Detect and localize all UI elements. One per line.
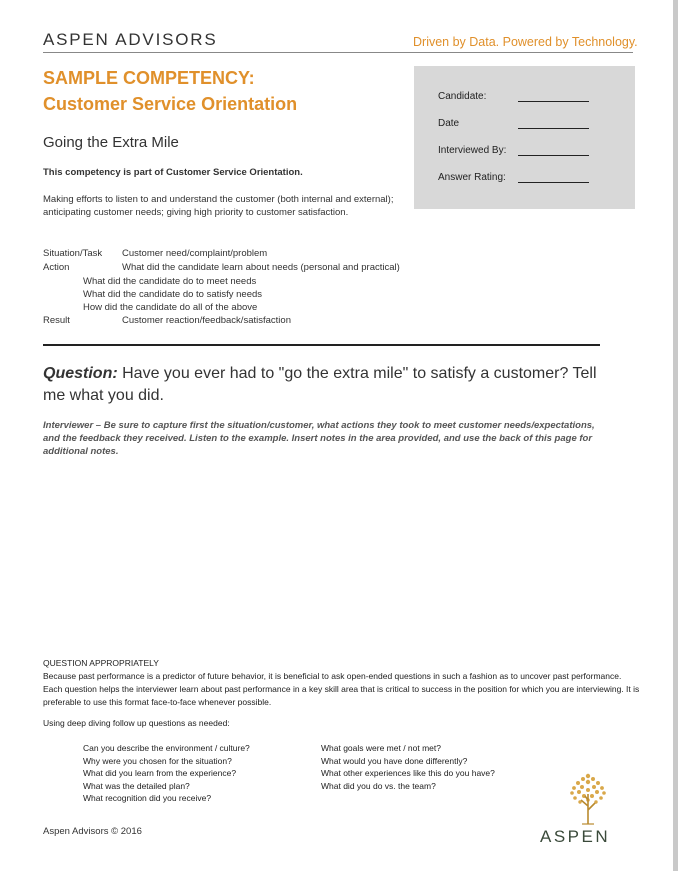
follow-up-question: Can you describe the environment / culture? [83, 743, 250, 753]
result-text: Customer reaction/feedback/satisfaction [122, 315, 291, 326]
header-tagline: Driven by Data. Powered by Technology. [413, 35, 638, 49]
follow-up-question: What recognition did you receive? [83, 793, 212, 803]
follow-up-question: What goals were met / not met? [321, 743, 441, 753]
competency-description: Making efforts to listen to and understand the customer (both internal and external); anticipating customer needs; giving high priority to customer satisfaction. [43, 194, 394, 218]
candidate-info-box [414, 66, 635, 209]
answer-rating-label: Answer Rating: [438, 172, 506, 183]
action-item: What did the candidate do to satisfy needs [83, 289, 263, 300]
interviewed-by-field[interactable] [518, 155, 589, 156]
action-label: Action [43, 262, 70, 273]
date-field[interactable] [518, 128, 589, 129]
page-edge [673, 0, 678, 871]
follow-up-question: What was the detailed plan? [83, 780, 190, 791]
answer-rating-field[interactable] [518, 182, 589, 183]
date-label: Date [438, 118, 460, 129]
title-competency-name: Customer Service Orientation [43, 94, 298, 114]
question-label: Question: [43, 365, 118, 382]
interviewer-note: Interviewer – Be sure to capture first the situation/customer, what actions they took to meet customer needs/expectations, and the feedback they received. Listen to the example. Insert notes in the area provided, and use the back of this page for additional notes. [43, 420, 595, 457]
question-text: Have you ever had to "go the extra mile" to satisfy a customer? Tell me what you did. [43, 365, 597, 404]
subtitle: Going the Extra Mile [43, 134, 179, 151]
header-logo-text: ASPEN ADVISORS [43, 30, 218, 49]
title-competency: SAMPLE COMPETENCY: [43, 68, 255, 88]
candidate-field[interactable] [518, 101, 589, 102]
follow-up-question: What would you have done differently? [321, 755, 468, 766]
follow-up-question: Why were you chosen for the situation? [83, 755, 232, 766]
follow-up-intro: Using deep diving follow up questions as needed: [43, 718, 230, 728]
follow-up-question: What did you do vs. the team? [321, 780, 436, 791]
footer-copyright: Aspen Advisors © 2016 [43, 826, 142, 837]
action-item: How did the candidate do all of the above [83, 302, 258, 313]
question [43, 363, 603, 407]
situation-label: Situation/Task [43, 248, 103, 259]
header-divider [43, 52, 633, 53]
result-label: Result [43, 315, 70, 326]
section-divider [43, 344, 600, 346]
situation-text: Customer need/complaint/problem [122, 248, 268, 259]
footer-logo-word: ASPEN [540, 827, 611, 846]
competency-part-of: This competency is part of Customer Service Orientation. [43, 167, 303, 178]
interviewed-by-label: Interviewed By: [438, 145, 507, 156]
follow-up-question: What did you learn from the experience? [83, 768, 237, 778]
follow-up-left-list [83, 742, 250, 805]
question-appropriately-heading: QUESTION APPROPRIATELY [43, 658, 159, 668]
follow-up-right-list [321, 742, 495, 792]
candidate-label: Candidate: [438, 91, 487, 102]
aspen-tree-icon [560, 770, 616, 826]
action-item: What did the candidate do to meet needs [83, 276, 257, 287]
question-appropriately-body: Because past performance is a predictor of future behavior, it is beneficial to ask open-ended questions in such a fashion as to uncover past performance. Each question helps the interviewer learn about past performance in a key skill area that is critical to success in the position for which you are interviewing. It is preferable to use this format face-to-face whenever possible. [43, 671, 640, 707]
action-item: What did the candidate learn about needs (personal and practical) [122, 262, 400, 273]
follow-up-question: What other experiences like this do you have? [321, 768, 495, 778]
